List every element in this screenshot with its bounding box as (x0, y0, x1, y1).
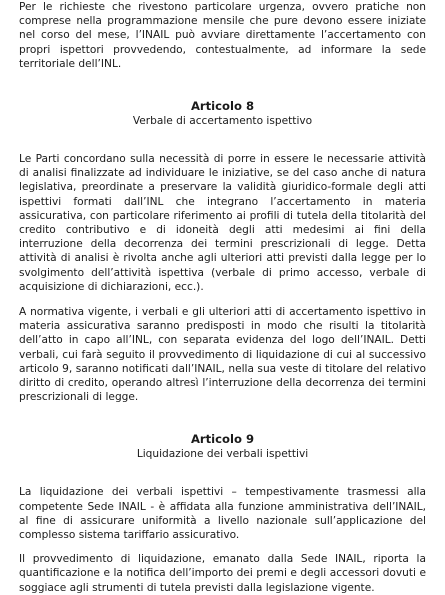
article-9-paragraph-1: La liquidazione dei verbali ispettivi – tempestivamente trasmessi alla competente Sede INAIL - è affidata alla funzione amministrativa dell’INAIL, al fine di assicurare uniformità a livello nazionale sull’applicazione del complesso sistema tariffario assicurativo. (19, 486, 426, 542)
article-8-title: Articolo 8 (190, 99, 255, 114)
article-8-subtitle: Verbale di accertamento ispettivo (132, 115, 313, 128)
intro-paragraph: Per le richieste che rivestono particolare urgenza, ovvero pratiche non comprese nella programmazione mensile che pure devono essere iniziate nel corso del mese, l’INAIL può avviare direttamente l’accertamento con propri ispettori provvedendo, contestualmente, ad informare la sede territoriale dell’INL. (19, 1, 426, 70)
article-8-paragraph-2: A normativa vigente, i verbali e gli ulteriori atti di accertamento ispettivo in materia assicurativa saranno predisposti in modo che risulti la titolarità dell’atto in capo all’INL, con separata evidenza del logo dell’INAIL. Detti verbali, cui farà seguito il provvedimento di liquidazione di cui al successivo articolo 9, saranno notificati dall’INAIL, nella sua veste di titolare del relativo diritto di credito, operando altresì l’interruzione della decorrenza dei termini prescrizionali di legge. (19, 306, 426, 404)
article-9-title: Articolo 9 (190, 432, 255, 447)
article-8-paragraph-1: Le Parti concordano sulla necessità di porre in essere le necessarie attività di analisi finalizzate ad individuare le iniziative, se del caso anche di natura legislativa, preordinate a preservare la validità giuridico-formale degli atti ispettivi formati dall’INL che integrano l’accertamento in materia assicurativa, con particolare riferimento ai profili di tutela della titolarità del credito contributivo e di idoneità degli atti medesimi ai fini della interruzione della decorrenza dei termini prescrizionali di legge. Detta attività di analisi è rivolta anche agli ulteriori atti previsti dalla legge per lo svolgimento dell’attività ispettiva (verbale di primo accesso, verbale di acquisizione di dichiarazioni, ecc.). (19, 153, 426, 293)
article-9-paragraph-2: Il provvedimento di liquidazione, emanato dalla Sede INAIL, riporta la quantificazione e la notifica dell’importo dei premi e degli accessori dovuti e soggiace agli strumenti di tutela previsti dalla legislazione vigente. (19, 553, 426, 594)
article-9-subtitle: Liquidazione dei verbali ispettivi (136, 448, 309, 461)
